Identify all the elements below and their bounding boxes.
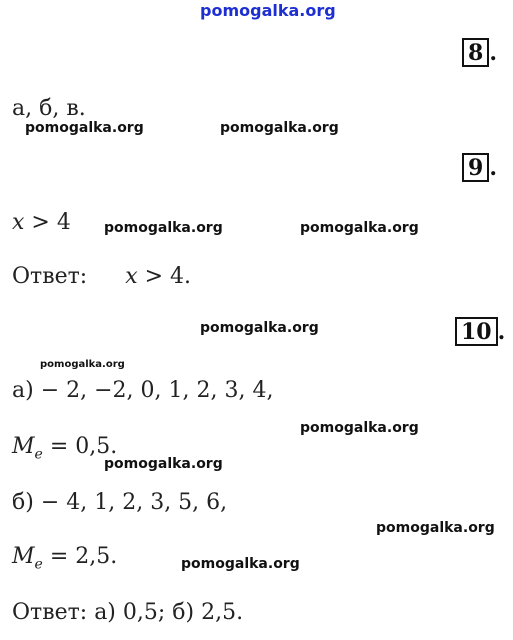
task-10-a-median: $M_e = 0,5$. [12,434,118,463]
watermark-label: pomogalka.org [25,120,144,136]
task-10-number-box: 10 [455,317,498,346]
var-m: M [12,544,35,569]
task-9-number: 9 . [462,153,497,182]
watermark-label: pomogalka.org [300,420,419,436]
var-x: x [125,264,138,289]
watermark-label: pomogalka.org [200,320,319,336]
watermark-label: pomogalka.org [40,359,125,370]
watermark-label: pomogalka.org [104,220,223,236]
watermark-label: pomogalka.org [220,120,339,136]
watermark-top[interactable]: pomogalka.org [200,1,336,20]
var-m: M [12,434,35,459]
task-10-a-series: а) − 2, −2, 0, 1, 2, 3, 4, [12,378,274,403]
task-8-number-box: 8 [462,38,489,67]
task-10-b-series: б) − 4, 1, 2, 3, 5, 6, [12,490,228,515]
task-10-number: 10 . [455,317,505,346]
task-8-number: 8 . [462,38,497,67]
task-10-answer: Ответ: а) 0,5; б) 2,5. [12,600,244,625]
watermark-label: pomogalka.org [104,456,223,472]
watermark-label: pomogalka.org [181,556,300,572]
answer-label: Ответ: [12,264,88,289]
task-8-answer: а, б, в. [12,96,86,121]
watermark-label: pomogalka.org [300,220,419,236]
watermark-label: pomogalka.org [376,520,495,536]
task-10-b-median: $M_e = 2,5$. [12,544,118,573]
task-9-number-box: 9 [462,153,489,182]
task-9-answer: Ответ: x > 4. [12,264,192,289]
task-9-inequality: x > 4 [12,210,71,235]
var-x: x [12,210,25,235]
